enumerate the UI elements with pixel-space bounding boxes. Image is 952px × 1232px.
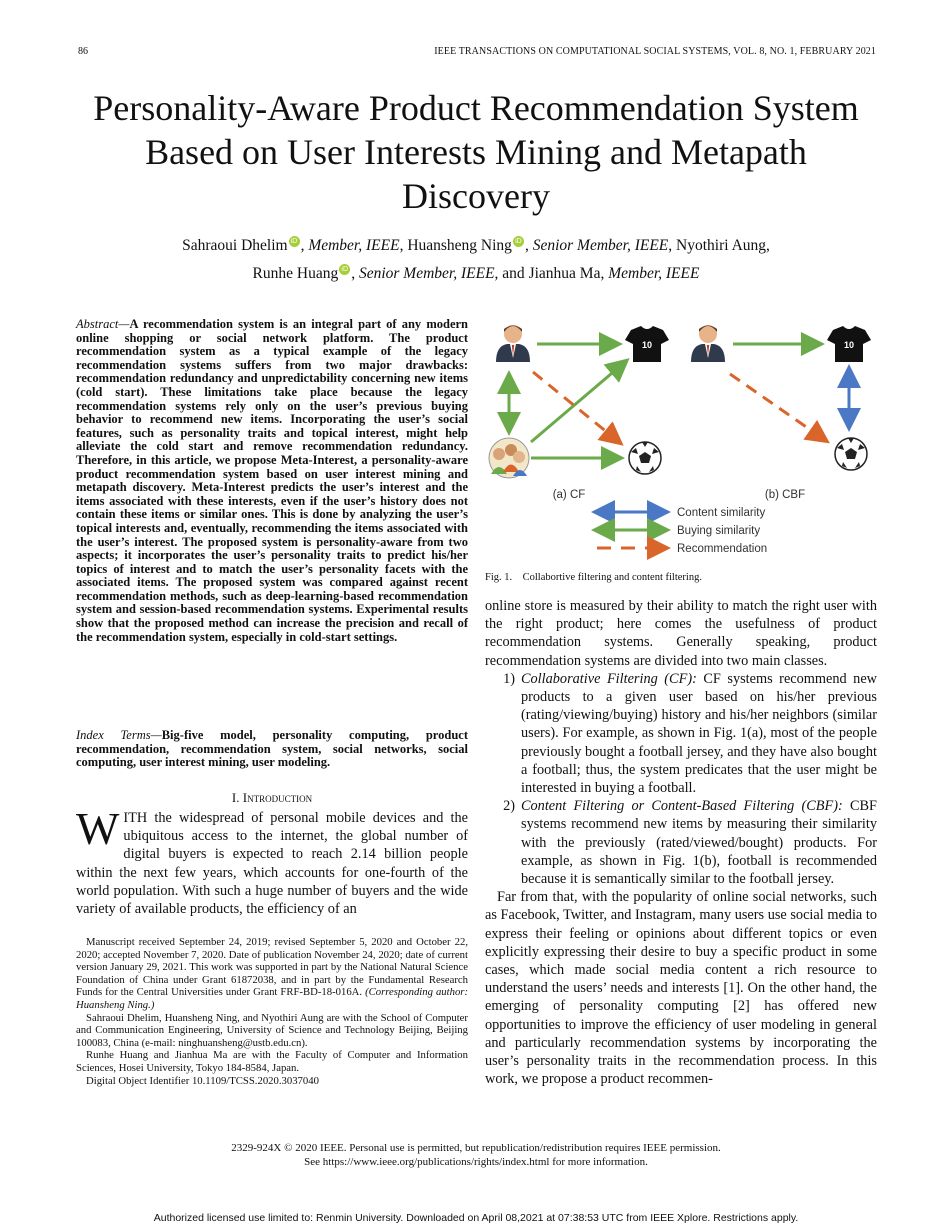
author-role: Member, IEEE [608, 265, 700, 282]
figure-caption: Fig. 1. Collabortive filtering and content filtering. [485, 572, 702, 583]
legend-recommendation-label: Recommendation [677, 543, 768, 555]
recommendation-arrow [533, 372, 619, 442]
list-body [521, 797, 877, 888]
author-name: Runhe Huang [252, 265, 339, 282]
abstract-text: A recommendation system is an integral part of any modern online shopping or social network platform. The product recommendation system as a typical example of the legacy recommendation systems suffers from two major drawbacks: recommendation redundancy and unpredictability concerning new items (cold start). These limitations take place because the legacy recommendation systems rely only on the user’s previous buying behavior to recommend new items. Incorporating the user’s social features, such as personality traits and topical interest, might help alleviate the cold start and remove recommendation redundancy. Therefore, in this article, we propose Meta-Interest, a personality-aware product recommendation system based on user interest mining and metapath discovery. Meta-Interest predicts the user’s interest and the items associated with these interests, even if the user’s history does not contain these items or similar ones. This is done by analyzing the user’s topical interests and, eventually, recommending the items associated with the user’s interest. The proposed system is personality-aware from two aspects; it incorporates the user’s personality traits to predict his/her topics of interest and to match the user’s personality facets with the associated items. The proposed system was compared against recent recommendation methods, such as deep-learning-based recommendation system and session-based recommendation systems. Experimental results show that the proposed method can increase the precision and recall of the recommendation system, especially in cold-start settings. [76, 317, 468, 644]
copyright-link-line[interactable]: See https://www.ieee.org/publications/rights/index.html for more information. [304, 1155, 648, 1168]
list-body [521, 670, 877, 797]
subfigure-b-label: (b) CBF [764, 489, 806, 501]
author-name: Huansheng Ning [407, 237, 512, 254]
list-term: Content Filtering or Content-Based Filtering (CBF): [521, 798, 843, 815]
author-name: Nyothiri Aung [676, 237, 767, 254]
author-conjunction: and [502, 265, 525, 282]
list-item [485, 797, 877, 888]
corresponding-author: (Corresponding author: Huansheng Ning.) [76, 986, 469, 1011]
football-icon [835, 438, 867, 470]
footnote-text: Manuscript received September 24, 2019; revised September 5, 2020 and October 22, 2020; accepted November 7, 2020. Date of publication November 24, 2020; date of current version January 29, 2021. This work was supported in part by the National Natural Science Foundation of China under Grant 61872038, and in part by the Fundamental Research Funds for the Central Universities under Grant FRF-BD-18-016A. [76, 936, 468, 999]
paragraph: online store is measured by their ability to match the right user with the right product; here comes the usefulness of product recommendation systems. Generally speaking, product recommendation systems are divided into two main classes. [485, 598, 877, 669]
author-name: Sahraoui Dhelim [182, 237, 288, 254]
author-list: Sahraoui Dhelim iD , Member, IEEE, Huansheng Ning iD , Senior Member, IEEE, Nyothiri Aung, Runhe Huang iD , Senior Member, IEEE, and Jianhua Ma, Member, IEEE [182, 237, 770, 282]
copyright-notice [76, 1142, 876, 1169]
cf-diagram [489, 325, 669, 501]
legend-buying-label: Buying similarity [677, 525, 761, 537]
right-column-text [485, 597, 877, 1088]
index-terms-label: Index Terms— [76, 728, 162, 742]
footnote-affiliation-2: Runhe Huang and Jianhua Ma are with the Faculty of Computer and Information Sciences, Hosei University, Tokyo 184-8584, Japan. [76, 1049, 468, 1074]
football-icon [629, 442, 661, 474]
copyright-line: 2329-924X © 2020 IEEE. Personal use is permitted, but republication/redistribution requires IEEE permission. [231, 1142, 721, 1154]
intro-text: ITH the widespread of personal mobile devices and the ubiquitous access to the internet, the global number of digital buyers is expected to reach 2.14 billion people within the next few years, which accounts for one-fourth of the world population. With such a huge number of buyers and the wide variety of available products, the efficiency of an [76, 810, 468, 918]
orcid-icon[interactable]: iD [513, 236, 524, 247]
legend-content-label: Content similarity [677, 507, 766, 519]
author-role: Senior Member, IEEE [532, 237, 669, 254]
list-number: 1) [503, 670, 515, 687]
footnote-affiliation-1: Sahraoui Dhelim, Huansheng Ning, and Nyothiri Aung are with the School of Computer and Communication Engineering, University of Science and Technology Beijing, Beijing 100083, China (e-mail: ninghuansheng@ustb.edu.cn). [76, 1011, 468, 1049]
abstract [76, 318, 468, 644]
footnote-manuscript [76, 936, 468, 1012]
list-term: Collaborative Filtering (CF): [521, 670, 697, 687]
footnote-doi: Digital Object Identifier 10.1109/TCSS.2020.3037040 [86, 1074, 319, 1087]
figure-1 [485, 314, 877, 564]
index-terms-text: Big-five model, personality computing, product recommendation, recommendation system, social networks, social computing, user interest mining, user modeling. [76, 728, 468, 770]
jersey-number: 10 [641, 340, 653, 350]
drop-cap: W [76, 803, 120, 854]
paper-title: Personality-Aware Product Recommendation System Based on User Interests Mining and Metapath Discovery [93, 88, 859, 216]
author-role: Member, IEEE [308, 237, 400, 254]
index-terms [76, 729, 468, 770]
user-icon [496, 325, 530, 362]
license-footer: Authorized licensed use limited to: Renmin University. Downloaded on April 08,2021 at 07:38:53 UTC from IEEE Xplore. Restrictions apply. [153, 1212, 799, 1224]
jersey-number: 10 [843, 340, 855, 350]
list-number: 2) [503, 798, 515, 815]
recommendation-arrow [730, 374, 825, 440]
buying-arrow [531, 362, 625, 442]
paragraph: Far from that, with the popularity of online social networks, such as Facebook, Twitter, and Instagram, many users use social media to express their feeling or opinions about different topics or even explicitly expressing their desire to buy a specific product in some cases, which made social media content a rich resource to understand the users’ needs and interests [1]. On the other hand, the emerging of personality computing [2] has offered new opportunities to improve the efficiency of user modeling in general and particularly recommendation systems by incorporating the user’s personality traits in the recommendation process. In this work, we propose a product recommen- [485, 889, 877, 1088]
abstract-label: Abstract— [76, 317, 130, 331]
author-name: Jianhua Ma [528, 265, 601, 282]
footnote [76, 936, 468, 1087]
list-item [485, 670, 877, 797]
list-text: CBF systems recommend new items by measuring their similarity with the previously (rated/viewed/bought) products. For example, as shown in Fig. 1(b), football is recommended because it is semantically similar to the football jersey. [521, 798, 877, 888]
orcid-icon[interactable]: iD [289, 236, 300, 247]
cbf-diagram [691, 325, 871, 501]
users-group-icon [489, 438, 529, 478]
page-number: 86 [78, 46, 88, 57]
author-role: Senior Member, IEEE [358, 265, 495, 282]
orcid-icon[interactable]: iD [339, 264, 350, 275]
running-header: IEEE TRANSACTIONS ON COMPUTATIONAL SOCIAL SYSTEMS, VOL. 8, NO. 1, FEBRUARY 2021 [434, 46, 876, 57]
user-icon [691, 325, 725, 362]
list-text: CF systems recommend new products to a given user based on his/her previous (rating/viewing/buying) history and his/her neighbors (similar users). For example, as shown in Fig. 1(a), most of the people previously bought a football jersey, and they have also bought a football; thus, the system predicates that the user might be interested in buying a football. [521, 670, 878, 797]
section-heading: I. Introduction [231, 790, 313, 805]
subfigure-a-label: (a) CF [552, 489, 586, 501]
figure-legend [597, 507, 767, 555]
intro-paragraph [76, 803, 468, 918]
